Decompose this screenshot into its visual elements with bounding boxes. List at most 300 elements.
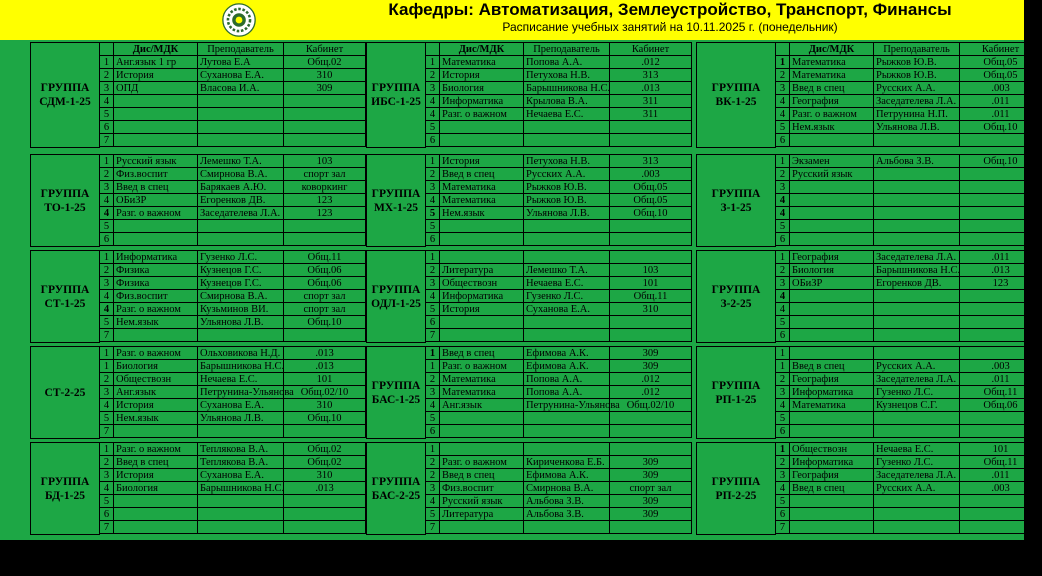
teacher-cell: Егоренков ДВ. [874, 277, 960, 290]
subject-cell: География [790, 373, 874, 386]
room-cell: 310 [284, 399, 366, 412]
lesson-number: 4 [100, 194, 114, 207]
schedule-table [99, 442, 366, 534]
teacher-cell: Смирнова В.А. [198, 168, 284, 181]
subject-cell: История [440, 303, 524, 316]
lesson-number: 1 [100, 56, 114, 69]
lesson-number: 7 [776, 521, 790, 534]
subject-cell: Математика [440, 181, 524, 194]
teacher-cell: Заседателева Л.А. [198, 207, 284, 220]
table-row [100, 495, 366, 508]
header-number [426, 43, 440, 56]
lesson-number: 4 [426, 194, 440, 207]
header-teacher: Преподаватель [198, 43, 284, 56]
teacher-cell [524, 251, 610, 264]
table-row [776, 155, 1042, 168]
room-cell [284, 220, 366, 233]
subject-cell [440, 233, 524, 246]
teacher-cell: Ефимова А.К. [524, 469, 610, 482]
lesson-number: 1 [426, 443, 440, 456]
subject-cell: Нем.язык [790, 121, 874, 134]
teacher-cell [874, 194, 960, 207]
teacher-cell [874, 412, 960, 425]
room-cell: Общ.02 [284, 456, 366, 469]
table-row [426, 482, 692, 495]
table-row [426, 508, 692, 521]
room-cell [960, 233, 1042, 246]
table-row [426, 251, 692, 264]
teacher-cell: Попова А.А. [524, 373, 610, 386]
room-cell: .013 [284, 360, 366, 373]
table-row [100, 168, 366, 181]
group-label: ГРУППА БД-1-25 [30, 442, 100, 535]
subject-cell: Введ в спец [114, 181, 198, 194]
teacher-cell: Суханова Е.А. [198, 399, 284, 412]
teacher-cell: Нечаева Е.С. [524, 277, 610, 290]
lesson-number: 4 [426, 95, 440, 108]
table-row [426, 373, 692, 386]
subject-cell: Введ в спец [790, 82, 874, 95]
teacher-cell [198, 108, 284, 121]
teacher-cell [874, 181, 960, 194]
lesson-number: 6 [426, 316, 440, 329]
subject-cell [790, 207, 874, 220]
teacher-cell: Барышникова Н.С. [524, 82, 610, 95]
table-row [776, 194, 1042, 207]
group-label: ГРУППА БАС-2-25 [366, 442, 426, 535]
teacher-cell [874, 134, 960, 147]
subject-cell [114, 95, 198, 108]
subject-cell: Физика [114, 277, 198, 290]
subject-cell: Введ в спец [114, 456, 198, 469]
table-row [100, 121, 366, 134]
room-cell: 309 [610, 347, 692, 360]
teacher-cell [874, 329, 960, 342]
room-cell [960, 220, 1042, 233]
subject-cell [114, 425, 198, 438]
subject-cell [440, 316, 524, 329]
teacher-cell: Крылова В.А. [524, 95, 610, 108]
schedule-date: Расписание учебных занятий на 10.11.2025 г. (понедельник) [502, 20, 838, 34]
table-header-row [776, 43, 1042, 56]
lesson-number: 2 [776, 168, 790, 181]
table-row [776, 168, 1042, 181]
lesson-number: 4 [776, 303, 790, 316]
subject-cell: История [440, 69, 524, 82]
table-row [426, 95, 692, 108]
subject-cell: Информатика [790, 386, 874, 399]
table-row [426, 469, 692, 482]
table-row [426, 456, 692, 469]
schedule-table [425, 250, 692, 342]
room-cell: 309 [610, 469, 692, 482]
table-row [426, 399, 692, 412]
teacher-cell: Ульянова Л.В. [198, 316, 284, 329]
table-row [776, 399, 1042, 412]
lesson-number: 4 [100, 303, 114, 316]
room-cell: .011 [960, 108, 1042, 121]
room-cell: 103 [610, 264, 692, 277]
subject-cell [440, 251, 524, 264]
teacher-cell: Русских А.А. [874, 360, 960, 373]
teacher-cell: Русских А.А. [874, 82, 960, 95]
room-cell: .013 [284, 482, 366, 495]
lesson-number: 2 [100, 373, 114, 386]
teacher-cell: Барышникова Н.С. [198, 482, 284, 495]
teacher-cell [874, 207, 960, 220]
subject-cell [790, 303, 874, 316]
schedule-table [99, 42, 366, 147]
teacher-cell: Кириченкова Е.Б. [524, 456, 610, 469]
lesson-number: 3 [426, 277, 440, 290]
lesson-number: 1 [776, 443, 790, 456]
schedule-grid [0, 40, 1024, 540]
teacher-cell [198, 220, 284, 233]
table-row [426, 108, 692, 121]
subject-cell: Биология [114, 482, 198, 495]
teacher-cell [198, 495, 284, 508]
room-cell: Общ.05 [960, 56, 1042, 69]
teacher-cell [524, 412, 610, 425]
table-row [426, 82, 692, 95]
subject-cell: Обществозн [790, 443, 874, 456]
lesson-number: 5 [426, 220, 440, 233]
teacher-cell: Петрунина-Ульянова [524, 399, 610, 412]
room-cell [960, 495, 1042, 508]
table-row [776, 360, 1042, 373]
schedule-table [775, 250, 1042, 342]
table-row [776, 181, 1042, 194]
table-row [776, 495, 1042, 508]
room-cell [960, 207, 1042, 220]
lesson-number: 1 [100, 155, 114, 168]
teacher-cell: Заседателева Л.А. [874, 373, 960, 386]
room-cell [284, 134, 366, 147]
subject-cell [790, 508, 874, 521]
subject-cell [440, 134, 524, 147]
room-cell [960, 290, 1042, 303]
room-cell: .003 [960, 360, 1042, 373]
lesson-number: 2 [426, 168, 440, 181]
teacher-cell [874, 168, 960, 181]
room-cell: Общ.11 [960, 456, 1042, 469]
lesson-number: 6 [426, 425, 440, 438]
subject-cell [114, 108, 198, 121]
table-row [776, 69, 1042, 82]
teacher-cell: Заседателева Л.А. [874, 95, 960, 108]
table-row [100, 469, 366, 482]
subject-cell: История [114, 469, 198, 482]
table-row [100, 456, 366, 469]
teacher-cell [198, 508, 284, 521]
subject-cell: Анг.язык [114, 386, 198, 399]
subject-cell [790, 347, 874, 360]
subject-cell: ОБиЗР [790, 277, 874, 290]
teacher-cell: Егоренков ДВ. [198, 194, 284, 207]
table-header-row [426, 43, 692, 56]
table-row [100, 412, 366, 425]
table-row [776, 207, 1042, 220]
lesson-number: 7 [100, 521, 114, 534]
schedule-table [425, 42, 692, 147]
group-label: ГРУППА РП-2-25 [696, 442, 776, 535]
teacher-cell: Петухова Н.В. [524, 69, 610, 82]
table-row [776, 134, 1042, 147]
teacher-cell [524, 443, 610, 456]
teacher-cell [874, 347, 960, 360]
table-row [100, 220, 366, 233]
lesson-number: 5 [776, 316, 790, 329]
subject-cell [790, 290, 874, 303]
room-cell [960, 181, 1042, 194]
lesson-number: 5 [100, 316, 114, 329]
table-row [776, 469, 1042, 482]
teacher-cell [874, 233, 960, 246]
subject-cell: Информатика [114, 251, 198, 264]
table-row [776, 277, 1042, 290]
room-cell: 311 [610, 108, 692, 121]
subject-cell: Введ в спец [440, 347, 524, 360]
room-cell [960, 194, 1042, 207]
lesson-number: 1 [776, 155, 790, 168]
room-cell: Общ.10 [960, 155, 1042, 168]
subject-cell [790, 220, 874, 233]
table-row [426, 69, 692, 82]
room-cell [960, 168, 1042, 181]
teacher-cell [874, 508, 960, 521]
room-cell: Общ.02/10 [610, 399, 692, 412]
table-row [776, 95, 1042, 108]
subject-cell [440, 121, 524, 134]
lesson-number: 5 [776, 412, 790, 425]
teacher-cell [524, 220, 610, 233]
table-row [426, 194, 692, 207]
group-label: ГРУППА ОДЛ-1-25 [366, 250, 426, 343]
lesson-number: 1 [426, 56, 440, 69]
teacher-cell [874, 521, 960, 534]
table-row [100, 233, 366, 246]
subject-cell: Литература [440, 264, 524, 277]
room-cell [610, 316, 692, 329]
lesson-number: 5 [426, 121, 440, 134]
lesson-number: 5 [426, 207, 440, 220]
group-label: ГРУППА СДМ-1-25 [30, 42, 100, 148]
lesson-number: 1 [776, 251, 790, 264]
table-row [100, 108, 366, 121]
subject-cell: Введ в спец [440, 469, 524, 482]
teacher-cell: Ульянова Л.В. [874, 121, 960, 134]
room-cell: .011 [960, 95, 1042, 108]
table-row [776, 412, 1042, 425]
room-cell [610, 329, 692, 342]
lesson-number: 6 [426, 233, 440, 246]
subject-cell: Физика [114, 264, 198, 277]
room-cell: .012 [610, 56, 692, 69]
table-row [100, 264, 366, 277]
subject-cell: Нем.язык [114, 412, 198, 425]
page-header [0, 0, 1024, 40]
header-room: Кабинет [284, 43, 366, 56]
table-row [100, 482, 366, 495]
subject-cell: Математика [440, 56, 524, 69]
lesson-number: 6 [100, 121, 114, 134]
lesson-number: 5 [426, 508, 440, 521]
lesson-number: 3 [100, 82, 114, 95]
schedule-table [775, 154, 1042, 246]
subject-cell: Анг.язык 1 гр [114, 56, 198, 69]
table-row [776, 329, 1042, 342]
teacher-cell [198, 95, 284, 108]
lesson-number: 3 [426, 82, 440, 95]
table-row [426, 264, 692, 277]
table-row [100, 56, 366, 69]
table-row [426, 316, 692, 329]
table-row [100, 69, 366, 82]
teacher-cell: Рыжков Ю.В. [524, 194, 610, 207]
lesson-number: 1 [426, 347, 440, 360]
room-cell [960, 329, 1042, 342]
room-cell: 309 [610, 456, 692, 469]
teacher-cell: Нечаева Е.С. [198, 373, 284, 386]
teacher-cell: Петрунина-Ульянова [198, 386, 284, 399]
subject-cell: Русский язык [440, 495, 524, 508]
table-row [100, 95, 366, 108]
room-cell: спорт зал [284, 303, 366, 316]
subject-cell [790, 316, 874, 329]
table-row [100, 207, 366, 220]
lesson-number: 4 [776, 207, 790, 220]
lesson-number: 1 [426, 251, 440, 264]
teacher-cell [874, 425, 960, 438]
room-cell: 310 [284, 69, 366, 82]
room-cell: Общ.10 [284, 316, 366, 329]
table-row [426, 386, 692, 399]
subject-cell: Разг. о важном [790, 108, 874, 121]
teacher-cell: Лемешко Т.А. [524, 264, 610, 277]
bottom-bar [0, 540, 1024, 576]
subject-cell [440, 521, 524, 534]
room-cell: .013 [610, 82, 692, 95]
subject-cell: Введ в спец [790, 360, 874, 373]
table-row [776, 456, 1042, 469]
room-cell: .011 [960, 373, 1042, 386]
teacher-cell: Теплякова В.А. [198, 456, 284, 469]
lesson-number: 5 [776, 495, 790, 508]
teacher-cell: Смирнова В.А. [524, 482, 610, 495]
group-label: ГРУППА З-2-25 [696, 250, 776, 343]
subject-cell [440, 329, 524, 342]
table-row [776, 443, 1042, 456]
teacher-cell [524, 521, 610, 534]
subject-cell: Биология [440, 82, 524, 95]
subject-cell: История [440, 155, 524, 168]
subject-cell: Биология [114, 360, 198, 373]
room-cell: 313 [610, 155, 692, 168]
schedule-table [425, 442, 692, 534]
subject-cell: Математика [790, 69, 874, 82]
group-label: ГРУППА ТО-1-25 [30, 154, 100, 247]
teacher-cell [198, 233, 284, 246]
subject-cell: История [114, 69, 198, 82]
table-row [100, 373, 366, 386]
schedule-table [775, 442, 1042, 534]
teacher-cell: Кузнецов Г.С. [198, 264, 284, 277]
lesson-number: 6 [776, 134, 790, 147]
subject-cell [114, 495, 198, 508]
lesson-number: 6 [426, 134, 440, 147]
subject-cell [790, 412, 874, 425]
room-cell [610, 412, 692, 425]
room-cell [284, 425, 366, 438]
subject-cell: Разг. о важном [114, 303, 198, 316]
table-row [776, 220, 1042, 233]
lesson-number: 1 [776, 347, 790, 360]
lesson-number: 6 [776, 329, 790, 342]
teacher-cell: Кузнецов С.Г. [874, 399, 960, 412]
table-row [100, 251, 366, 264]
table-row [426, 168, 692, 181]
table-row [100, 303, 366, 316]
header-room: Кабинет [610, 43, 692, 56]
subject-cell [440, 220, 524, 233]
lesson-number: 5 [100, 108, 114, 121]
table-row [100, 316, 366, 329]
table-row [426, 303, 692, 316]
lesson-number: 4 [776, 482, 790, 495]
header-subject: Дис/МДК [114, 43, 198, 56]
room-cell: 310 [610, 303, 692, 316]
subject-cell [790, 425, 874, 438]
subject-cell [114, 134, 198, 147]
subject-cell: ОПД [114, 82, 198, 95]
subject-cell [790, 521, 874, 534]
teacher-cell: Заседателева Л.А. [874, 251, 960, 264]
room-cell [284, 121, 366, 134]
subject-cell: Нем.язык [114, 316, 198, 329]
room-cell [284, 108, 366, 121]
teacher-cell: Нечаева Е.С. [874, 443, 960, 456]
table-row [776, 386, 1042, 399]
teacher-cell [874, 303, 960, 316]
room-cell: Общ.10 [284, 412, 366, 425]
room-cell: Общ.11 [610, 290, 692, 303]
lesson-number: 3 [776, 82, 790, 95]
lesson-number: 3 [776, 386, 790, 399]
schedule-table [99, 154, 366, 246]
room-cell [960, 508, 1042, 521]
room-cell: Общ.02 [284, 56, 366, 69]
teacher-cell: Гузенко Л.С. [874, 386, 960, 399]
table-row [426, 347, 692, 360]
room-cell: спорт зал [284, 168, 366, 181]
teacher-cell: Петухова Н.В. [524, 155, 610, 168]
table-row [776, 251, 1042, 264]
lesson-number: 4 [100, 207, 114, 220]
lesson-number: 5 [100, 412, 114, 425]
subject-cell [790, 134, 874, 147]
lesson-number: 3 [426, 181, 440, 194]
lesson-number: 4 [776, 95, 790, 108]
table-row [776, 508, 1042, 521]
teacher-cell: Ефимова А.К. [524, 347, 610, 360]
schedule-table [425, 346, 692, 438]
room-cell: .011 [960, 251, 1042, 264]
subject-cell: Математика [440, 386, 524, 399]
teacher-cell: Заседателева Л.А. [874, 469, 960, 482]
lesson-number: 2 [426, 469, 440, 482]
teacher-cell: Барышникова Н.С. [198, 360, 284, 373]
lesson-number: 2 [100, 69, 114, 82]
